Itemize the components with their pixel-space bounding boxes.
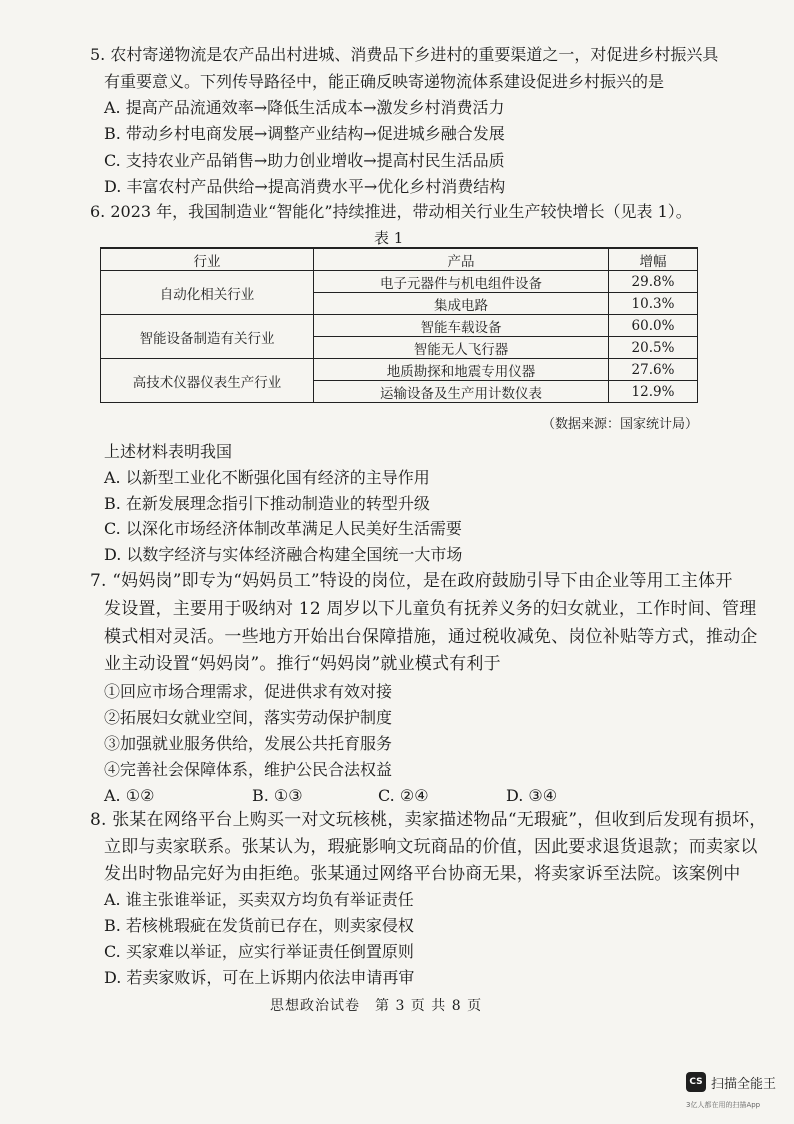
- q7-line4: 业主动设置“妈妈岗”。推行“妈妈岗”就业模式有利于: [104, 654, 501, 674]
- q6-option-a: A. 以新型工业化不断强化国有经济的主导作用: [104, 468, 430, 487]
- q7-line3: 模式相对灵活。一些地方开始出台保障措施，通过税收减免、岗位补贴等方式，推动企: [104, 627, 758, 647]
- q8-option-d: D. 若卖家败诉，可在上诉期内依法申请再审: [104, 968, 415, 987]
- table-cell-industry: 高技术仪器仪表生产行业: [101, 359, 314, 403]
- q5-stem-line2: 有重要意义。下列传导路径中，能正确反映寄递物流体系建设促进乡村振兴的是: [104, 72, 665, 91]
- table-cell-growth: 27.6%: [609, 359, 698, 381]
- q6-option-d: D. 以数字经济与实体经济融合构建全国统一大市场: [104, 545, 463, 564]
- table-row: [101, 359, 698, 381]
- page-footer: 思想政治试卷 第 3 页 共 8 页: [270, 998, 483, 1014]
- table-cell-growth: 20.5%: [609, 337, 698, 359]
- q6-option-b: B. 在新发展理念指引下推动制造业的转型升级: [104, 494, 430, 513]
- table-cell-product: 智能车载设备: [314, 315, 609, 337]
- table-cell-product: 电子元器件与机电组件设备: [314, 271, 609, 293]
- table-header-row: [101, 248, 698, 271]
- q7-item-1: ①回应市场合理需求，促进供求有效对接: [104, 682, 393, 701]
- table-cell-product: 智能无人飞行器: [314, 337, 609, 359]
- q7-choice-a: A. ①②: [104, 786, 155, 805]
- q5-option-b: B. 带动乡村电商发展→调整产业结构→促进城乡融合发展: [104, 124, 505, 143]
- table-cell-product: 集成电路: [314, 293, 609, 315]
- q6-stem: 6. 2023 年，我国制造业“智能化”持续推进，带动相关行业生产较快增长（见表 1）。: [90, 202, 692, 221]
- watermark-name: 扫描全能王: [711, 1077, 777, 1092]
- q8-option-b: B. 若核桃瑕疵在发货前已存在，则卖家侵权: [104, 916, 414, 935]
- table-header-growth: 增幅: [609, 248, 698, 271]
- table-cell-growth: 29.8%: [609, 271, 698, 293]
- camscanner-logo-icon: CS: [686, 1072, 706, 1092]
- watermark-tagline: 3亿人都在用的扫描App: [686, 1101, 761, 1109]
- table-row: [101, 315, 698, 337]
- q5-option-a: A. 提高产品流通效率→降低生活成本→激发乡村消费活力: [104, 98, 505, 117]
- q6-option-c: C. 以深化市场经济体制改革满足人民美好生活需要: [104, 519, 462, 538]
- q6-lead: 上述材料表明我国: [104, 442, 233, 461]
- q7-line2: 发设置，主要用于吸纳对 12 周岁以下儿童负有抚养义务的妇女就业，工作时间、管理: [104, 599, 757, 619]
- data-table: [100, 247, 698, 403]
- q7-item-4: ④完善社会保障体系，维护公民合法权益: [104, 760, 393, 779]
- q8-line1: 8. 张某在网络平台上购买一对文玩核桃，卖家描述物品“无瑕疵”，但收到后发现有损坏，: [90, 810, 767, 830]
- q7-choice-c: C. ②④: [378, 786, 429, 805]
- q7-choice-d: D. ③④: [506, 786, 558, 805]
- table-cell-growth: 12.9%: [609, 381, 698, 403]
- q8-option-a: A. 谁主张谁举证，买卖双方均负有举证责任: [104, 890, 414, 909]
- q7-choice-b: B. ①③: [252, 786, 303, 805]
- table-cell-industry: 自动化相关行业: [101, 271, 314, 315]
- q8-line2: 立即与卖家联系。张某认为，瑕疵影响文玩商品的价值，因此要求退货退款；而卖家以: [104, 837, 758, 857]
- table-header-product: 产品: [314, 248, 609, 271]
- q7-item-2: ②拓展妇女就业空间，落实劳动保护制度: [104, 708, 393, 727]
- table-cell-product: 地质勘探和地震专用仪器: [314, 359, 609, 381]
- table-row: [101, 271, 698, 293]
- table-header-industry: 行业: [101, 248, 314, 271]
- table-cell-growth: 10.3%: [609, 293, 698, 315]
- q7-line1: 7. “妈妈岗”即专为“妈妈员工”特设的岗位，是在政府鼓励引导下由企业等用工主体开: [90, 571, 733, 591]
- q8-line3: 发出时物品完好为由拒绝。张某通过网络平台协商无果，将卖家诉至法院。该案例中: [104, 864, 741, 884]
- q7-item-3: ③加强就业服务供给，发展公共托育服务: [104, 734, 393, 753]
- q5-stem-line1: 5. 农村寄递物流是农产品出村进城、消费品下乡进村的重要渠道之一，对促进乡村振兴具: [90, 45, 719, 64]
- q8-option-c: C. 买家难以举证，应实行举证责任倒置原则: [104, 942, 414, 961]
- q5-option-d: D. 丰富农村产品供给→提高消费水平→优化乡村消费结构: [104, 177, 506, 196]
- table-cell-product: 运输设备及生产用计数仪表: [314, 381, 609, 403]
- q5-option-c: C. 支持农业产品销售→助力创业增收→提高村民生活品质: [104, 151, 505, 170]
- table-source: （数据来源：国家统计局）: [541, 417, 698, 432]
- table-title: 表 1: [374, 229, 404, 247]
- table-cell-industry: 智能设备制造有关行业: [101, 315, 314, 359]
- table-cell-growth: 60.0%: [609, 315, 698, 337]
